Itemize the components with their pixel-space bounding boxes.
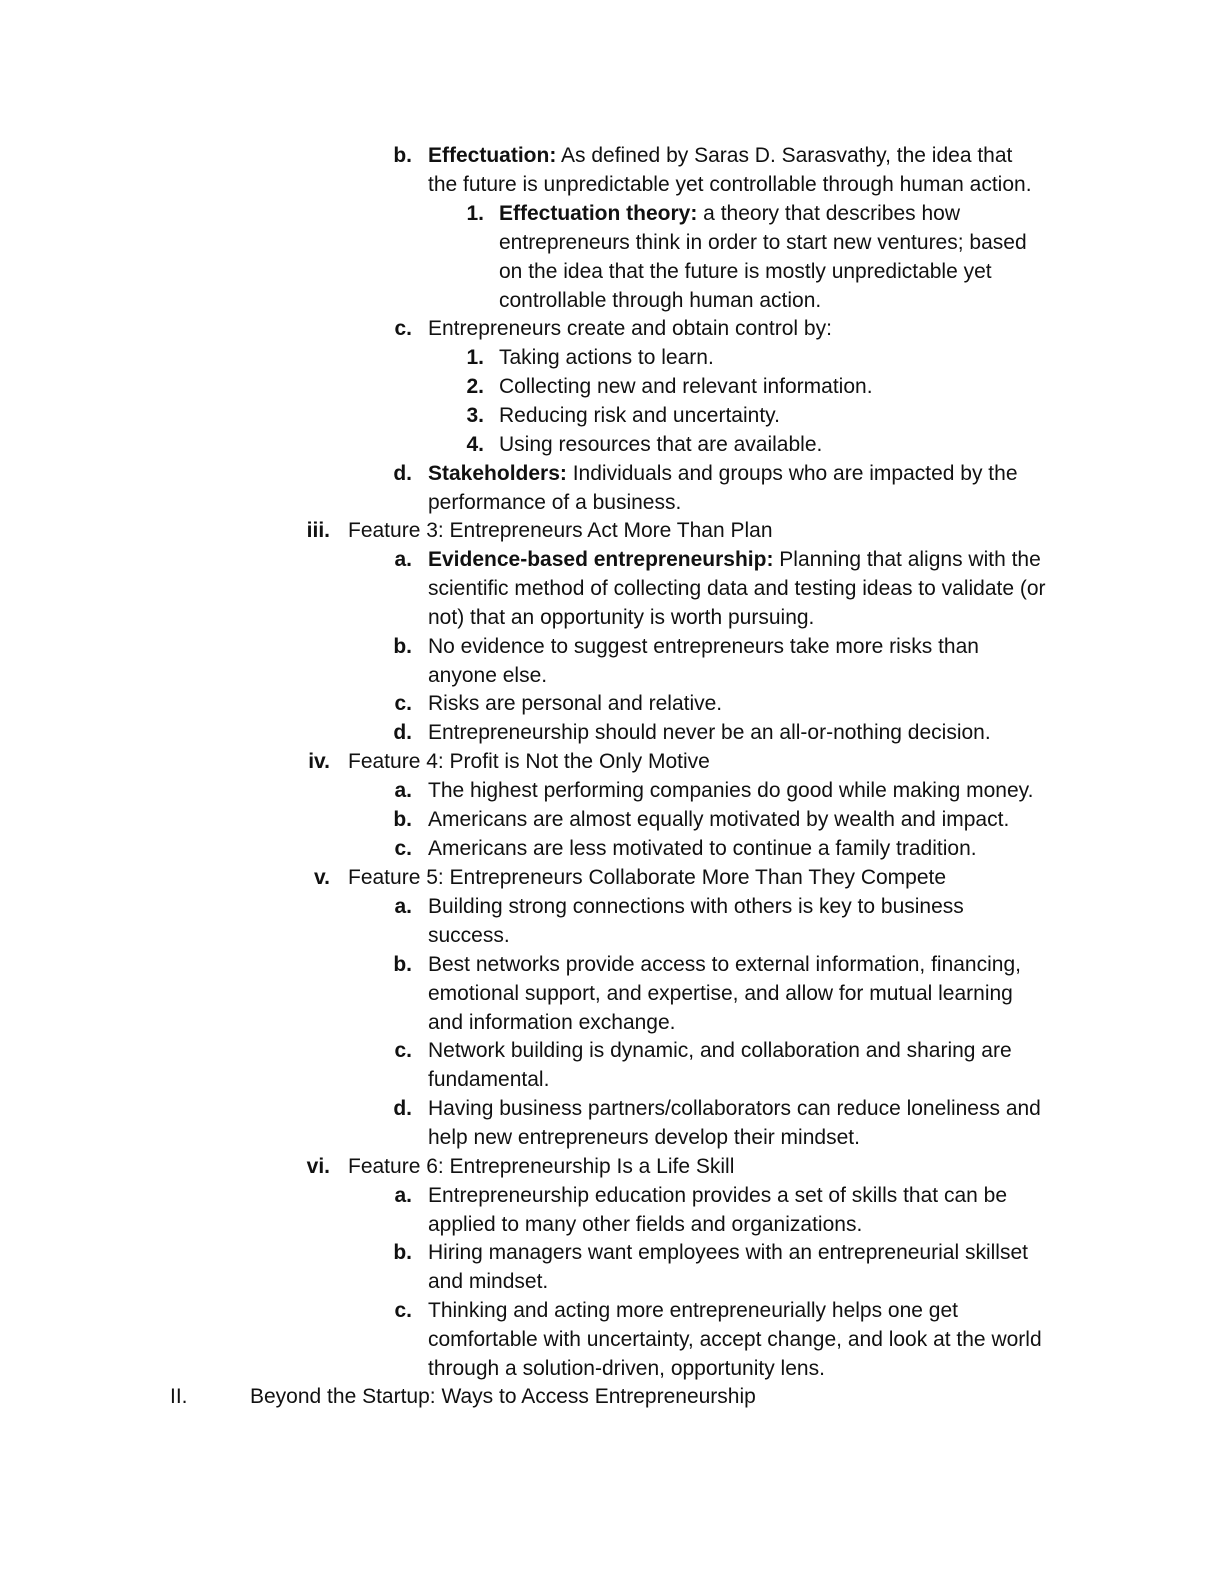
item-body: Feature 6: Entrepreneurship Is a Life Skill (348, 1154, 735, 1178)
item-text (499, 372, 1089, 401)
item-text (348, 1152, 1088, 1181)
item-text (428, 950, 1088, 1037)
item-text (428, 776, 1088, 805)
outline-item (0, 805, 1224, 834)
item-text (428, 632, 1088, 690)
item-body: Entrepreneurs create and obtain control by: (428, 316, 832, 340)
item-text (348, 747, 1088, 776)
item-body: Network building is dynamic, and collaboration and sharing are fundamental. (428, 1039, 1012, 1092)
list-marker: c. (394, 316, 412, 340)
outline-item (0, 401, 1224, 430)
item-text (499, 343, 1089, 372)
outline-item (0, 632, 1224, 690)
item-text (499, 430, 1089, 459)
list-marker: c. (394, 1298, 412, 1322)
item-text (428, 141, 1088, 199)
item-text (428, 459, 1088, 517)
list-marker: b. (393, 634, 412, 658)
item-text (348, 863, 1088, 892)
item-body: Hiring managers want employees with an entrepreneurial skillset and mindset. (428, 1241, 1028, 1294)
item-body: Entrepreneurship education provides a set of skills that can be applied to many other fields and organizations. (428, 1183, 1008, 1236)
outline-item (0, 141, 1224, 199)
item-body: Collecting new and relevant information. (499, 374, 873, 398)
item-text (428, 1181, 1088, 1239)
item-text (428, 834, 1088, 863)
item-body: Best networks provide access to external information, financing, emotional support, and expertise, and allow for mutual learning and information exchange. (428, 952, 1021, 1034)
outline-item (0, 1382, 1224, 1411)
list-marker: b. (393, 952, 412, 976)
list-marker: b. (393, 1241, 412, 1265)
outline-item (0, 1181, 1224, 1239)
document-page (0, 141, 1224, 1411)
list-marker: 1. (466, 201, 484, 225)
item-body: Americans are less motivated to continue a family tradition. (428, 837, 977, 861)
item-body: Entrepreneurship should never be an all-or-nothing decision. (428, 721, 991, 745)
list-marker: v. (314, 866, 330, 890)
item-text (428, 1036, 1088, 1094)
outline-item (0, 892, 1224, 950)
item-body: Feature 5: Entrepreneurs Collaborate More Than They Compete (348, 866, 947, 890)
term-label: Effectuation theory: (499, 201, 698, 225)
item-body: Having business partners/collaborators can reduce loneliness and help new entrepreneurs develop their mindset. (428, 1096, 1041, 1149)
list-marker: 1. (466, 345, 484, 369)
outline-item (0, 199, 1224, 314)
outline-item (0, 747, 1224, 776)
item-text (428, 1296, 1088, 1383)
outline-item (0, 372, 1224, 401)
outline-item (0, 459, 1224, 517)
outline-item (0, 314, 1224, 343)
outline-item (0, 343, 1224, 372)
list-marker: d. (393, 461, 412, 485)
list-marker: a. (394, 548, 412, 572)
outline-item (0, 689, 1224, 718)
item-body: Americans are almost equally motivated by wealth and impact. (428, 808, 1010, 832)
item-text (428, 314, 1088, 343)
outline-item (0, 1036, 1224, 1094)
item-body: Risks are personal and relative. (428, 692, 723, 716)
term-label: Stakeholders: (428, 461, 567, 485)
list-marker: II. (170, 1385, 188, 1409)
item-text (499, 401, 1089, 430)
list-marker: d. (393, 1096, 412, 1120)
outline-item (0, 834, 1224, 863)
item-body: Thinking and acting more entrepreneurially helps one get comfortable with uncertainty, accept change, and look at the world through a solution-driven, opportunity lens. (428, 1298, 1042, 1380)
outline-item (0, 516, 1224, 545)
list-marker: c. (394, 692, 412, 716)
list-marker: a. (394, 779, 412, 803)
list-marker: c. (394, 1039, 412, 1063)
list-marker: a. (394, 895, 412, 919)
list-marker: 2. (466, 374, 484, 398)
item-body: Taking actions to learn. (499, 345, 714, 369)
list-marker: 4. (466, 432, 484, 456)
item-body: Beyond the Startup: Ways to Access Entrepreneurship (250, 1385, 756, 1409)
list-marker: a. (394, 1183, 412, 1207)
outline-item (0, 718, 1224, 747)
term-label: Effectuation: (428, 144, 557, 167)
item-text (428, 718, 1088, 747)
item-body: Feature 3: Entrepreneurs Act More Than Plan (348, 519, 773, 543)
list-marker: 3. (466, 403, 484, 427)
item-body: Using resources that are available. (499, 432, 823, 456)
item-text (428, 545, 1088, 632)
outline-item (0, 545, 1224, 631)
item-text (250, 1382, 1150, 1411)
item-body: a theory that describes how entrepreneurs think in order to start new ventures; based on the idea that the future is mostly unpredictable yet controllable through human action. (499, 201, 1027, 312)
item-text (428, 1238, 1088, 1296)
item-text (428, 689, 1088, 718)
item-body: The highest performing companies do good while making money. (428, 779, 1034, 803)
item-body: Building strong connections with others is key to business success. (428, 895, 964, 948)
item-text (428, 805, 1088, 834)
item-body: Planning that aligns with the scientific method of collecting data and testing ideas to validate (or not) that an opportunity is worth pursuing. (428, 548, 1046, 630)
outline-item (0, 1296, 1224, 1382)
outline-item (0, 430, 1224, 459)
item-text (428, 1094, 1088, 1152)
list-marker: b. (393, 144, 412, 167)
list-marker: d. (393, 721, 412, 745)
term-label: Evidence-based entrepreneurship: (428, 548, 774, 572)
item-body: Feature 4: Profit is Not the Only Motive (348, 750, 710, 774)
outline-item (0, 1152, 1224, 1181)
list-marker: vi. (306, 1154, 330, 1178)
item-body: Individuals and groups who are impacted by the performance of a business. (428, 461, 1018, 514)
item-text (499, 199, 1089, 315)
item-text (428, 892, 1088, 950)
item-text (348, 516, 1088, 545)
list-marker: iii. (306, 519, 330, 543)
outline-item (0, 776, 1224, 805)
outline-item (0, 1238, 1224, 1296)
item-body: As defined by Saras D. Sarasvathy, the idea that the future is unpredictable yet controllable through human action. (428, 144, 1032, 196)
list-marker: c. (394, 837, 412, 861)
list-marker: b. (393, 808, 412, 832)
item-body: Reducing risk and uncertainty. (499, 403, 780, 427)
outline-item (0, 863, 1224, 892)
outline-item (0, 1094, 1224, 1152)
item-body: No evidence to suggest entrepreneurs take more risks than anyone else. (428, 634, 979, 687)
outline-item (0, 950, 1224, 1036)
list-marker: iv. (308, 750, 330, 774)
